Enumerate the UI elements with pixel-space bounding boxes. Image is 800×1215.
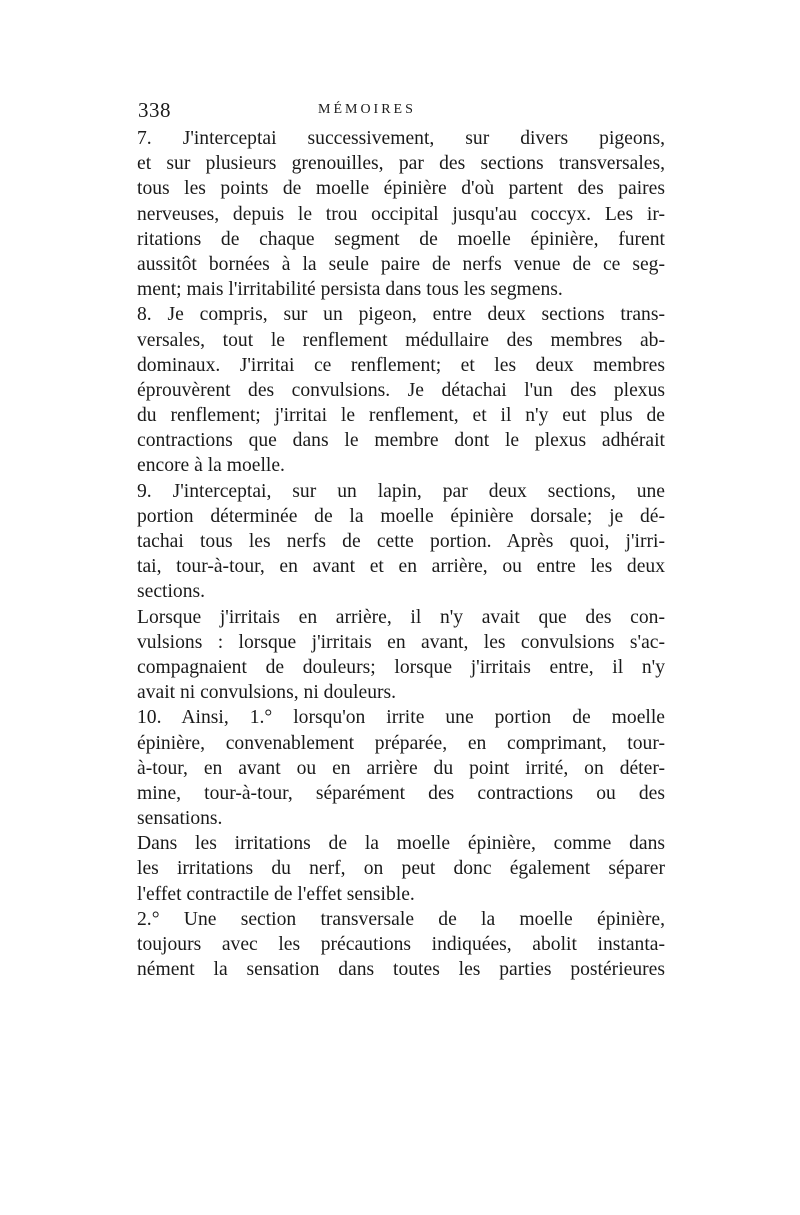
text-line: éprouvèrent des convulsions. Je détachai l'un des plexus [137,379,665,401]
text-line: vulsions : lorsque j'irritais en avant, les convulsions s'ac- [137,631,665,653]
text-line: 10. Ainsi, 1.° lorsqu'on irrite une portion de moelle [137,707,665,729]
text-line: versales, tout le renflement médullaire des membres ab- [137,329,665,351]
text-line: ritations de chaque segment de moelle épinière, furent [137,228,665,250]
text-line: tous les points de moelle épinière d'où partent des paires [137,178,665,200]
page-number: 338 [138,98,171,122]
body-text [137,126,665,982]
text-line: Dans les irritations de la moelle épinière, comme dans [137,833,665,855]
text-line: ment; mais l'irritabilité persista dans tous les segmens. [137,279,563,301]
text-line: à-tour, en avant ou en arrière du point irrité, on déter- [137,757,665,779]
text-line: 2.° Une section transversale de la moelle épinière, [137,908,665,930]
text-line: tachai tous les nerfs de cette portion. Après quoi, j'irri- [137,531,665,552]
text-line: compagnaient de douleurs; lorsque j'irritais entre, il n'y [137,656,665,678]
text-line: 7. J'interceptai successivement, sur divers pigeons, [137,128,665,149]
text-line: et sur plusieurs grenouilles, par des sections transversales, [137,153,665,175]
text-line: les irritations du nerf, on peut donc également séparer [137,858,665,880]
text-line: l'effet contractile de l'effet sensible. [137,883,415,905]
text-line: sensations. [137,808,223,830]
text-line: 8. Je compris, sur un pigeon, entre deux sections trans- [137,304,665,326]
text-line: mine, tour-à-tour, séparément des contractions ou des [137,782,665,804]
text-line: nerveuses, depuis le trou occipital jusqu'au coccyx. Les ir- [137,203,665,225]
text-line: encore à la moelle. [137,455,285,477]
text-line: portion déterminée de la moelle épinière dorsale; je dé- [137,505,665,527]
text-line: nément la sensation dans toutes les parties postérieures [137,959,665,981]
text-line: sections. [137,581,206,603]
text-line: Lorsque j'irritais en arrière, il n'y avait que des con- [137,606,665,628]
text-line: du renflement; j'irritai le renflement, et il n'y eut plus de [137,405,665,427]
text-line: avait ni convulsions, ni douleurs. [137,682,397,704]
text-line: toujours avec les précautions indiquées, abolit instanta- [137,934,665,955]
text-line: 9. J'interceptai, sur un lapin, par deux sections, une [137,480,665,502]
text-line: aussitôt bornées à la seule paire de nerfs venue de ce seg- [137,253,665,275]
text-line: épinière, convenablement préparée, en comprimant, tour- [137,732,665,754]
text-line: dominaux. J'irritai ce renflement; et les deux membres [137,354,665,376]
text-line: contractions que dans le membre dont le plexus adhérait [137,430,665,452]
running-head: MÉMOIRES [318,102,416,117]
page-header [138,98,673,128]
text-line: tai, tour-à-tour, en avant et en arrière, ou entre les deux [137,556,665,578]
